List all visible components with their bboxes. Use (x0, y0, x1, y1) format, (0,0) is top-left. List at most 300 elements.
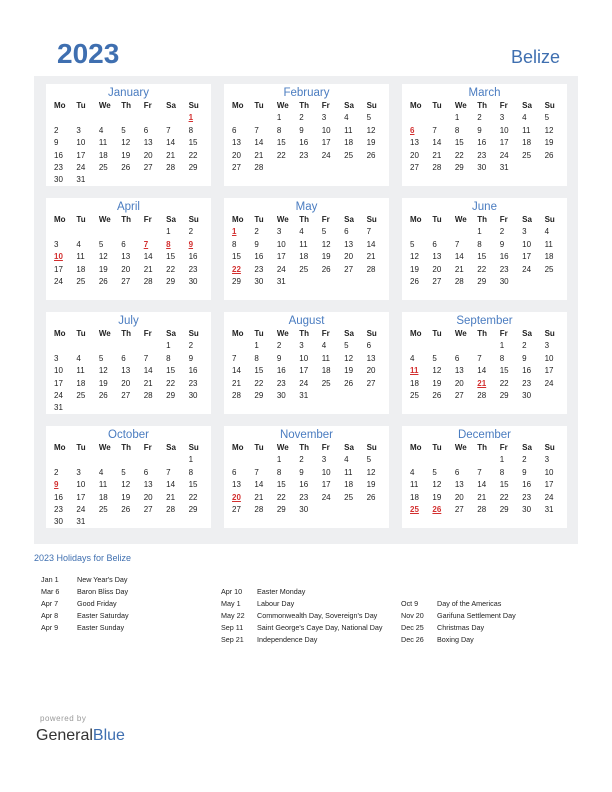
day-cell: 11 (544, 239, 553, 249)
day-cell: 11 (321, 353, 331, 363)
weekday-header: Th (477, 443, 488, 452)
day-grid (228, 100, 385, 174)
month-may (224, 198, 389, 300)
brand-logo[interactable] (36, 727, 125, 745)
powered-by-text: powered by (40, 714, 87, 723)
day-cell: 12 (366, 125, 376, 135)
weekday-header: Tu (76, 215, 86, 224)
day-cell: 3 (522, 227, 527, 237)
day-cell: 25 (76, 276, 86, 286)
empty-cell (95, 112, 117, 124)
day-cell: 12 (432, 480, 442, 490)
day-cell: 12 (366, 467, 376, 477)
month-name: January (108, 87, 149, 99)
weekday-header: Mo (54, 329, 66, 338)
month-july (46, 312, 211, 414)
holiday-row (41, 622, 129, 634)
weekday-header: Th (121, 443, 132, 452)
day-cell: 24 (544, 492, 554, 502)
day-cell: 11 (98, 480, 108, 490)
holiday-name: New Year's Day (77, 575, 128, 584)
day-cell: 14 (143, 366, 153, 376)
day-grid (228, 214, 385, 288)
day-cell: 24 (54, 390, 63, 400)
month-june (402, 198, 567, 300)
holiday-name: Christmas Day (437, 623, 485, 632)
holiday-row (221, 634, 382, 646)
holiday-day-cell: 9 (188, 239, 194, 249)
day-cell: 15 (188, 138, 198, 148)
day-cell: 7 (454, 239, 460, 249)
weekday-header: Fr (499, 329, 508, 338)
day-grid (50, 328, 207, 415)
holiday-name: Good Friday (77, 599, 117, 608)
weekday-header: Sa (344, 215, 354, 224)
day-cell: 29 (232, 276, 241, 286)
empty-cell (117, 454, 139, 466)
day-cell: 28 (454, 276, 464, 286)
day-cell: 10 (76, 138, 86, 148)
holiday-date: Apr 9 (41, 623, 59, 632)
weekday-header: We (98, 101, 111, 110)
day-cell: 17 (76, 150, 86, 160)
day-cell: 26 (344, 378, 354, 388)
day-cell: 28 (143, 276, 153, 286)
day-cell: 25 (344, 492, 354, 502)
day-cell: 11 (76, 252, 85, 262)
day-cell: 1 (499, 341, 505, 351)
day-cell: 11 (299, 239, 308, 249)
weekday-header: We (454, 443, 467, 452)
day-cell: 3 (299, 341, 304, 351)
day-cell: 15 (499, 480, 509, 490)
holiday-day-cell: 8 (166, 239, 171, 249)
day-cell: 26 (98, 390, 108, 400)
day-cell: 31 (544, 504, 554, 514)
holiday-date: Oct 9 (401, 599, 419, 608)
day-cell: 18 (344, 138, 354, 148)
weekday-header: Sa (522, 101, 532, 110)
day-cell: 15 (454, 138, 464, 148)
day-cell: 5 (98, 239, 104, 249)
weekday-header: Su (544, 329, 555, 338)
weekday-header: Fr (321, 443, 330, 452)
empty-cell (50, 454, 72, 466)
holiday-date: Nov 20 (401, 611, 424, 620)
holiday-day-cell: 26 (432, 504, 442, 514)
day-grid (228, 328, 385, 402)
day-cell: 29 (188, 504, 198, 514)
empty-cell (50, 340, 72, 352)
empty-cell (250, 454, 272, 466)
day-cell: 22 (454, 150, 464, 160)
day-cell: 26 (98, 276, 108, 286)
day-cell: 21 (166, 150, 176, 160)
day-cell: 7 (166, 125, 171, 135)
day-cell: 22 (276, 492, 286, 502)
day-cell: 11 (410, 480, 419, 490)
weekday-header: Sa (344, 443, 354, 452)
holiday-date: May 22 (221, 611, 245, 620)
day-cell: 21 (254, 492, 264, 502)
day-cell: 5 (121, 125, 126, 135)
day-cell: 21 (166, 492, 176, 502)
day-cell: 9 (276, 353, 282, 363)
day-cell: 4 (76, 239, 81, 249)
month-name: March (468, 87, 501, 99)
empty-cell (250, 112, 272, 124)
day-cell: 1 (166, 227, 171, 237)
weekday-header: Su (188, 101, 199, 110)
day-cell: 6 (454, 353, 460, 363)
day-grid (406, 214, 563, 288)
weekday-header: We (98, 215, 111, 224)
weekday-header: Fr (499, 443, 508, 452)
empty-cell (72, 340, 94, 352)
weekday-header: Th (299, 101, 310, 110)
day-cell: 30 (276, 390, 286, 400)
day-grid (50, 100, 207, 187)
weekday-header: Sa (344, 329, 354, 338)
day-cell: 2 (522, 341, 527, 351)
day-cell: 20 (366, 366, 376, 376)
day-cell: 21 (432, 150, 442, 160)
weekday-header: Sa (344, 101, 354, 110)
day-cell: 9 (254, 239, 259, 249)
day-cell: 14 (254, 480, 264, 490)
day-cell: 19 (432, 378, 442, 388)
month-april (46, 198, 211, 300)
day-cell: 11 (98, 138, 108, 148)
day-cell: 31 (76, 517, 86, 527)
day-cell: 17 (54, 264, 63, 274)
weekday-header: We (276, 443, 289, 452)
day-cell: 7 (166, 467, 171, 477)
day-cell: 23 (299, 492, 309, 502)
day-cell: 5 (410, 239, 415, 249)
weekday-header: Th (299, 215, 310, 224)
day-cell: 23 (477, 150, 487, 160)
day-cell: 9 (54, 138, 59, 148)
day-cell: 3 (321, 455, 327, 465)
holiday-name: Easter Monday (257, 587, 306, 596)
day-cell: 14 (143, 252, 153, 262)
weekday-header: We (454, 329, 467, 338)
empty-cell (95, 340, 117, 352)
empty-cell (117, 340, 139, 352)
day-cell: 30 (254, 276, 264, 286)
day-cell: 13 (366, 353, 376, 363)
day-cell: 27 (121, 276, 131, 286)
months-grid (34, 76, 578, 528)
empty-cell (50, 226, 72, 238)
empty-cell (451, 340, 473, 352)
day-cell: 1 (454, 113, 460, 123)
weekday-header: Tu (432, 215, 442, 224)
day-cell: 18 (410, 492, 419, 502)
day-cell: 6 (366, 341, 372, 351)
weekday-header: Sa (522, 215, 532, 224)
holiday-name: Easter Sunday (77, 623, 125, 632)
weekday-header: Sa (166, 443, 176, 452)
weekday-header: Fr (143, 215, 152, 224)
day-cell: 23 (499, 264, 509, 274)
day-cell: 4 (321, 341, 327, 351)
day-grid (228, 442, 385, 516)
day-cell: 10 (299, 353, 309, 363)
day-cell: 19 (344, 366, 354, 376)
day-cell: 20 (454, 492, 464, 502)
day-cell: 23 (254, 264, 264, 274)
day-cell: 1 (499, 455, 505, 465)
day-cell: 24 (276, 264, 286, 274)
day-cell: 23 (299, 150, 309, 160)
day-cell: 5 (366, 113, 372, 123)
brand-part-2: Blue (92, 727, 125, 744)
empty-cell (140, 226, 162, 238)
day-cell: 16 (299, 138, 309, 148)
holiday-column-1 (41, 574, 129, 634)
day-cell: 9 (522, 353, 527, 363)
month-september (402, 312, 567, 414)
weekday-header: Th (299, 443, 310, 452)
day-cell: 3 (54, 239, 59, 249)
holiday-row (41, 574, 129, 586)
day-cell: 9 (299, 125, 304, 135)
day-cell: 12 (544, 125, 554, 135)
holiday-day-cell: 10 (54, 252, 63, 262)
day-cell: 30 (522, 504, 532, 514)
day-cell: 12 (121, 138, 131, 148)
day-cell: 22 (477, 264, 487, 274)
day-cell: 27 (232, 504, 241, 514)
weekday-header: Fr (499, 101, 508, 110)
day-grid (50, 442, 207, 529)
empty-cell (428, 454, 450, 466)
day-cell: 13 (121, 252, 131, 262)
day-cell: 27 (454, 504, 464, 514)
weekday-header: Su (188, 215, 199, 224)
day-cell: 23 (522, 492, 532, 502)
weekday-header: Tu (432, 443, 442, 452)
day-cell: 26 (321, 264, 331, 274)
weekday-header: Tu (254, 215, 264, 224)
weekday-header: Fr (143, 443, 152, 452)
day-cell: 5 (544, 113, 550, 123)
day-cell: 9 (299, 467, 304, 477)
day-cell: 27 (366, 378, 376, 388)
weekday-header: Fr (321, 329, 330, 338)
holiday-row (41, 610, 129, 622)
weekday-header: Th (477, 215, 488, 224)
day-cell: 18 (98, 492, 108, 502)
day-cell: 31 (276, 276, 286, 286)
weekday-header: Sa (522, 443, 532, 452)
day-cell: 8 (188, 125, 194, 135)
day-cell: 18 (544, 252, 554, 262)
day-cell: 13 (232, 138, 241, 148)
day-cell: 2 (522, 455, 527, 465)
holiday-column-3 (401, 598, 516, 646)
day-cell: 13 (410, 138, 419, 148)
weekday-header: Mo (232, 215, 244, 224)
day-cell: 22 (188, 150, 198, 160)
empty-cell (162, 454, 184, 466)
day-cell: 7 (254, 467, 259, 477)
holiday-date: Dec 25 (401, 623, 424, 632)
month-name: December (457, 429, 512, 441)
month-march (402, 84, 567, 186)
day-cell: 25 (522, 150, 532, 160)
day-cell: 28 (366, 264, 376, 274)
day-cell: 23 (54, 162, 63, 172)
day-cell: 14 (454, 252, 464, 262)
holiday-date: Apr 10 (221, 587, 243, 596)
empty-cell (228, 340, 250, 352)
holiday-name: Commonwealth Day, Sovereign's Day (257, 611, 378, 620)
weekday-header: Th (121, 215, 132, 224)
day-cell: 6 (121, 239, 126, 249)
day-cell: 27 (143, 504, 153, 514)
day-cell: 16 (188, 366, 198, 376)
day-cell: 28 (477, 390, 487, 400)
day-cell: 29 (499, 390, 509, 400)
day-cell: 13 (454, 480, 464, 490)
day-cell: 24 (76, 504, 86, 514)
month-name: August (288, 315, 325, 327)
weekday-header: Su (366, 443, 377, 452)
day-cell: 31 (54, 403, 63, 413)
day-cell: 28 (432, 162, 442, 172)
day-cell: 4 (299, 227, 304, 237)
day-cell: 27 (232, 162, 241, 172)
day-cell: 10 (54, 366, 63, 376)
weekday-header: Su (366, 329, 377, 338)
weekday-header: Mo (410, 101, 422, 110)
day-cell: 20 (232, 150, 241, 160)
day-cell: 1 (276, 455, 282, 465)
weekday-header: Tu (76, 443, 86, 452)
month-name: June (472, 201, 497, 213)
day-cell: 30 (188, 390, 198, 400)
day-cell: 26 (544, 150, 554, 160)
weekday-header: Fr (143, 329, 152, 338)
day-cell: 13 (432, 252, 442, 262)
day-cell: 19 (98, 378, 108, 388)
day-cell: 7 (143, 353, 149, 363)
empty-cell (140, 112, 162, 124)
day-cell: 8 (188, 467, 194, 477)
day-cell: 21 (477, 492, 487, 502)
day-cell: 29 (276, 504, 286, 514)
holiday-row (401, 610, 516, 622)
month-name: February (283, 87, 330, 99)
day-cell: 28 (254, 504, 264, 514)
day-cell: 2 (299, 455, 304, 465)
day-cell: 2 (254, 227, 259, 237)
empty-cell (95, 226, 117, 238)
day-cell: 18 (76, 378, 86, 388)
day-cell: 30 (477, 162, 487, 172)
day-cell: 10 (522, 239, 532, 249)
day-cell: 26 (432, 390, 442, 400)
day-cell: 18 (321, 366, 331, 376)
day-cell: 12 (98, 252, 108, 262)
day-cell: 4 (76, 353, 81, 363)
holiday-row (221, 622, 382, 634)
day-cell: 5 (432, 353, 437, 363)
holiday-row (221, 610, 382, 622)
empty-cell (228, 112, 250, 124)
country-title: Belize (510, 47, 560, 67)
holiday-day-cell: 9 (54, 480, 59, 490)
day-cell: 22 (188, 492, 198, 502)
day-cell: 24 (499, 150, 509, 160)
day-cell: 22 (276, 150, 286, 160)
day-cell: 14 (232, 366, 241, 376)
day-cell: 2 (477, 113, 482, 123)
empty-cell (72, 454, 94, 466)
day-cell: 22 (499, 378, 509, 388)
day-cell: 22 (166, 378, 176, 388)
day-cell: 2 (299, 113, 304, 123)
day-cell: 19 (544, 138, 554, 148)
day-cell: 18 (98, 150, 108, 160)
weekday-header: We (276, 329, 289, 338)
day-cell: 9 (477, 125, 482, 135)
empty-cell (428, 340, 450, 352)
day-cell: 12 (121, 480, 131, 490)
day-cell: 26 (366, 150, 376, 160)
weekday-header: Tu (76, 329, 86, 338)
day-cell: 2 (188, 227, 194, 237)
day-cell: 24 (299, 378, 309, 388)
weekday-header: Su (188, 329, 199, 338)
holiday-day-cell: 11 (410, 366, 419, 376)
day-cell: 10 (76, 480, 86, 490)
holiday-day-cell: 7 (143, 239, 149, 249)
day-cell: 18 (76, 264, 86, 274)
month-november (224, 426, 389, 528)
weekday-header: Su (544, 443, 555, 452)
day-cell: 13 (143, 138, 153, 148)
holiday-day-cell: 1 (188, 113, 194, 123)
day-cell: 26 (121, 162, 131, 172)
weekday-header: We (98, 329, 111, 338)
day-cell: 30 (499, 276, 509, 286)
day-cell: 20 (344, 252, 354, 262)
weekday-header: Mo (410, 215, 422, 224)
day-cell: 17 (499, 138, 509, 148)
day-cell: 15 (166, 366, 176, 376)
day-cell: 10 (499, 125, 509, 135)
day-cell: 14 (254, 138, 264, 148)
day-cell: 29 (166, 276, 176, 286)
day-cell: 20 (143, 150, 153, 160)
weekday-header: We (454, 101, 467, 110)
day-cell: 29 (499, 504, 509, 514)
weekday-header: We (98, 443, 111, 452)
day-cell: 15 (166, 252, 176, 262)
day-cell: 26 (121, 504, 131, 514)
day-cell: 7 (232, 353, 237, 363)
day-cell: 23 (522, 378, 532, 388)
month-name: May (295, 201, 318, 213)
day-cell: 8 (499, 467, 505, 477)
weekday-header: Th (299, 329, 310, 338)
day-cell: 16 (54, 492, 63, 502)
day-cell: 11 (344, 125, 353, 135)
